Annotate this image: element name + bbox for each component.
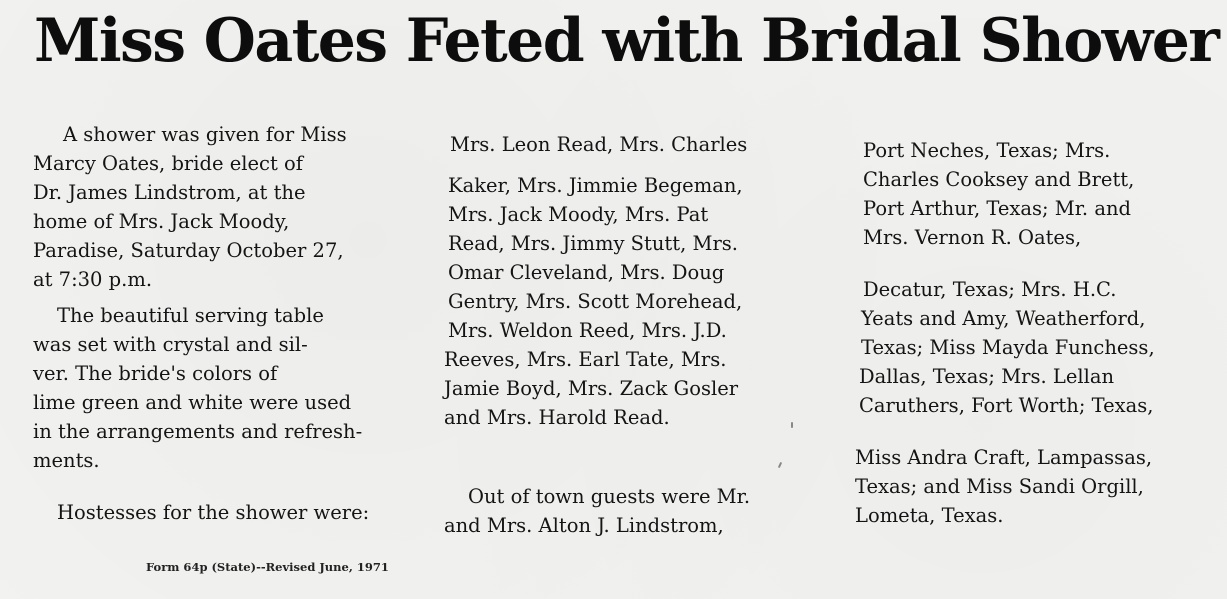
article-line: Read, Mrs. Jimmy Stutt, Mrs. <box>448 232 738 255</box>
article-line: in the arrangements and refresh- <box>33 420 363 443</box>
article-line: Caruthers, Fort Worth; Texas, <box>859 394 1154 417</box>
print-speck <box>791 422 793 428</box>
article-line: The beautiful serving table <box>57 304 324 327</box>
headline: Miss Oates Feted with Bridal Shower <box>34 6 1219 76</box>
article-line: Port Neches, Texas; Mrs. <box>863 139 1111 162</box>
article-line: Mrs. Leon Read, Mrs. Charles <box>450 133 748 156</box>
article-line: Gentry, Mrs. Scott Morehead, <box>448 290 743 313</box>
article-line: Marcy Oates, bride elect of <box>33 152 303 175</box>
article-line: Mrs. Vernon R. Oates, <box>863 226 1082 249</box>
article-line: Reeves, Mrs. Earl Tate, Mrs. <box>444 348 727 371</box>
article-line: lime green and white were used <box>33 391 352 414</box>
article-line: ments. <box>33 449 100 472</box>
article-line: Mrs. Jack Moody, Mrs. Pat <box>448 203 709 226</box>
article-line: Lometa, Texas. <box>855 504 1004 527</box>
article-line: Jamie Boyd, Mrs. Zack Gosler <box>444 377 739 400</box>
article-line: Miss Andra Craft, Lampassas, <box>855 446 1153 469</box>
article-line: Omar Cleveland, Mrs. Doug <box>448 261 725 284</box>
article-line: and Mrs. Alton J. Lindstrom, <box>444 514 724 537</box>
form-footer-note: Form 64p (State)--Revised June, 1971 <box>146 560 389 574</box>
article-line: Dr. James Lindstrom, at the <box>33 181 306 204</box>
article-column-1 <box>33 120 403 527</box>
article-column-3 <box>855 136 1225 530</box>
article-line: Dallas, Texas; Mrs. Lellan <box>859 365 1115 388</box>
article-line: Mrs. Weldon Reed, Mrs. J.D. <box>448 319 727 342</box>
article-line: Port Arthur, Texas; Mr. and <box>863 197 1132 220</box>
article-line: and Mrs. Harold Read. <box>444 406 670 429</box>
article-line: was set with crystal and sil- <box>33 333 308 356</box>
article-line: ver. The bride's colors of <box>33 362 278 385</box>
article-line: Hostesses for the shower were: <box>57 501 370 524</box>
article-line: Yeats and Amy, Weatherford, <box>861 307 1146 330</box>
article-line: Out of town guests were Mr. <box>468 485 751 508</box>
article-line: at 7:30 p.m. <box>33 268 153 291</box>
article-line: Charles Cooksey and Brett, <box>863 168 1135 191</box>
article-line: Paradise, Saturday October 27, <box>33 239 344 262</box>
article-line: home of Mrs. Jack Moody, <box>33 210 290 233</box>
article-line: Texas; Miss Mayda Funchess, <box>861 336 1155 359</box>
article-line: Kaker, Mrs. Jimmie Begeman, <box>448 174 743 197</box>
article-line: A shower was given for Miss <box>63 123 347 146</box>
article-column-2 <box>444 130 814 540</box>
article-line: Texas; and Miss Sandi Orgill, <box>855 475 1144 498</box>
article-line: Decatur, Texas; Mrs. H.C. <box>863 278 1117 301</box>
